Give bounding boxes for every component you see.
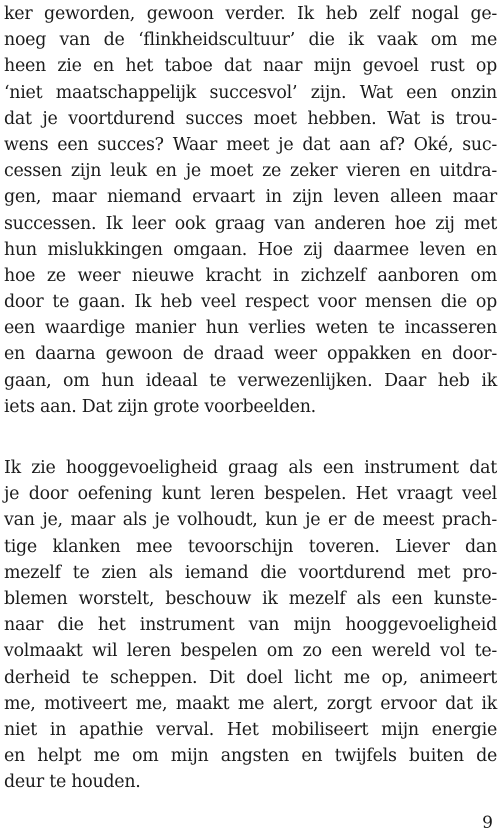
- text-line: gaan, om hun ideaal te verwezenlijken. Daar heb ik: [4, 370, 497, 391]
- text-line: cessen zijn leuk en je moet ze zeker vieren en uitdra-: [4, 161, 497, 182]
- text-line: een waardige manier hun verlies weten te incasseren: [4, 318, 497, 339]
- text-line: hoe ze weer nieuwe kracht in zichzelf aanboren om: [4, 265, 497, 286]
- text-line: naar die het instrument van mijn hooggevoeligheid: [4, 615, 497, 636]
- text-line: door te gaan. Ik heb veel respect voor mensen die op: [4, 292, 497, 313]
- text-line: blemen worstelt, beschouw ik mezelf als een kunste-: [4, 588, 497, 609]
- text-line: iets aan. Dat zijn grote voorbeelden.: [4, 396, 316, 417]
- text-line: me, motiveert me, maakt me alert, zorgt ervoor dat ik: [4, 693, 497, 714]
- text-line: van je, maar als je volhoudt, kun je er de meest prach-: [4, 510, 497, 531]
- text-line: gen, maar niemand ervaart in zijn leven alleen maar: [4, 187, 497, 208]
- text-line: ‘niet maatschappelijk succesvol’ zijn. Wat een onzin: [4, 82, 497, 103]
- text-line: heen zie en het taboe dat naar mijn gevoel rust op: [4, 56, 497, 77]
- text-line: deur te houden.: [4, 772, 141, 793]
- text-line: noeg van de ‘flinkheidscultuur’ die ik vaak om me: [4, 30, 497, 51]
- text-line: dat je voortdurend succes moet hebben. Wat is trou-: [4, 108, 497, 129]
- text-line: en helpt me om mijn angsten en twijfels buiten de: [4, 746, 497, 767]
- text-line: hun mislukkingen omgaan. Hoe zij daarmee leven en: [4, 239, 497, 260]
- text-line: successen. Ik leer ook graag van anderen hoe zij met: [4, 213, 497, 234]
- paragraph-1: [4, 1, 497, 420]
- text-line: volmaakt wil leren bespelen om zo een wereld vol te-: [4, 641, 497, 662]
- text-line: wens een succes? Waar meet je dat aan af? Oké, suc-: [4, 134, 497, 155]
- text-line: Ik zie hooggevoeligheid graag als een instrument dat: [4, 458, 497, 478]
- text-line: niet in apathie verval. Het mobiliseert mijn energie: [4, 719, 497, 740]
- text-line: en daarna gewoon de draad weer oppakken en door-: [4, 344, 497, 365]
- text-line: derheid te scheppen. Dit doel licht me op, animeert: [4, 667, 497, 688]
- text-line: ker geworden, gewoon verder. Ik heb zelf nogal ge-: [4, 4, 497, 24]
- text-line: je door oefening kunt leren bespelen. Het vraagt veel: [4, 484, 497, 505]
- text-line: tige klanken mee tevoorschijn toveren. Liever dan: [4, 536, 497, 557]
- paragraph-2: [4, 455, 497, 795]
- page-number: 9: [482, 813, 493, 833]
- text-line: mezelf te zien als iemand die voortdurend met pro-: [4, 562, 497, 583]
